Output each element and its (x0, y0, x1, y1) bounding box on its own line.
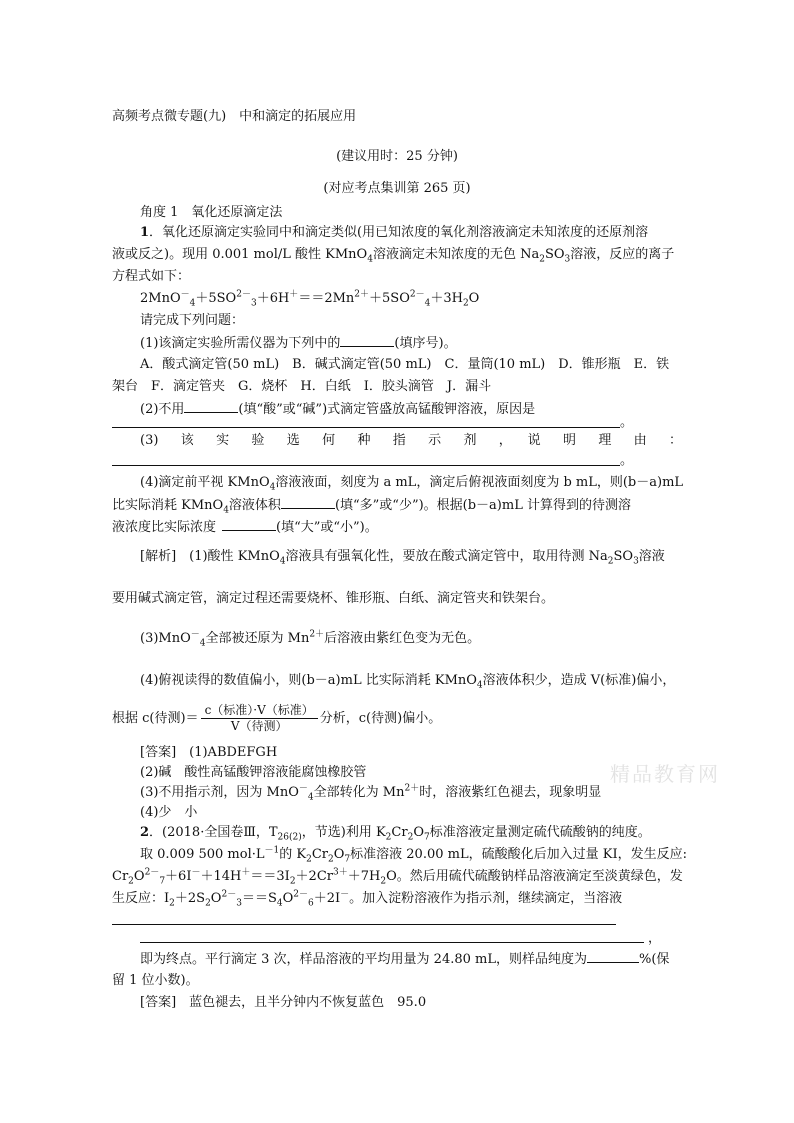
q1-line1: 1．氧化还原滴定实验同中和滴定类似(用已知浓度的氧化剂溶液滴定未知浓度的还原剂溶 (140, 225, 649, 240)
prompt: 请完成下列问题： (140, 313, 245, 328)
formula-line: 根据 c(待测)＝ $\frac{\text{c（标准）·V（标准）}}{\text{V（待测）}}$ 分析，c(待测)偏小。 (112, 703, 442, 733)
answer-blank[interactable] (184, 400, 238, 413)
fraction: $\frac{\text{c（标准）·V（标准）}}{\text{V（待测）}}$ (201, 703, 318, 734)
answer-line[interactable] (112, 427, 620, 428)
q2-line8: 留 1 位小数)。 (112, 973, 199, 988)
q1-line2: 液或反之)。现用 0.001 mol/L 酸性 KMnO$_4$溶液滴定未知浓度的无色 $Na_2SO_3$溶液，反应的离子 (112, 247, 675, 265)
q1-line3: 方程式如下： (112, 269, 191, 284)
answer-line[interactable] (112, 924, 616, 925)
answer-blank[interactable] (281, 496, 335, 509)
period: 。 (620, 415, 634, 430)
q2-line4: 生反应：$I_2+2S_2O^{2-}_3==S_4O^{2-}_6+2I^-$。加入淀粉溶液作为指示剂，继续滴定，当溶液 (112, 889, 623, 909)
analysis-line4: (4)俯视读得的数值偏小，则(b－a)mL 比实际消耗 KMnO$_4$溶液体积少，造成 V(标准)偏小， (140, 673, 676, 691)
answer-q2: [答案] 蓝色褪去，且半分钟内不恢复蓝色 95.0 (140, 995, 427, 1010)
part4-line3: 液浓度比实际浓度 (填“大”或“小”)。 (112, 520, 378, 535)
ionic-equation: $2MnO^-_4+5SO^{2-}_3+6H^+==2Mn^{2+}+5SO^{2-}_4+3H_2O$ (140, 289, 480, 309)
analysis-line2: 要用碱式滴定管，滴定过程还需要烧杯、锥形瓶、白纸、滴定管夹和铁架台。 (112, 591, 555, 606)
answer-line[interactable] (140, 942, 644, 943)
angle-heading: 角度 1 氧化还原滴定法 (140, 205, 283, 220)
q2-line2: 取 0.009 500 $mol\cdot L^{-1}$的 $K_2Cr_2O_7$标准溶液 20.00 mL，硫酸酸化后加入过量 KI，发生反应: (140, 845, 687, 865)
comma: ， (648, 931, 662, 946)
options-line2: 架台 F．滴定管夹 G．烧杯 H．白纸 I．胶头滴管 J．漏斗 (112, 379, 492, 394)
part1: (1)该滴定实验所需仪器为下列中的 (填序号)。 (140, 336, 457, 351)
answer-q1-part4: (4)少 小 (140, 805, 198, 820)
part2: (2)不用 (填“酸”或“碱”)式滴定管盛放高锰酸钾溶液，原因是 (140, 402, 536, 417)
reference-page: (对应考点集训第 265 页) (323, 181, 471, 196)
answer-blank[interactable] (340, 334, 394, 347)
answer-q1-part1: [答案] (1)ABDEFGH (140, 745, 278, 760)
part4-line1: (4)滴定前平视 KMnO$_4$溶液液面，刻度为 a mL，滴定后俯视液面刻度为 b mL，则(b－a)mL (140, 475, 684, 493)
answer-q1-part2: (2)碱 酸性高锰酸钾溶液能腐蚀橡胶管 (140, 765, 367, 780)
answer-q1-part3: (3)不用指示剂，因为 MnO－$_4$全部转化为 $Mn^{2+}$时，溶液紫红色褪去，现象明显 (140, 783, 602, 803)
analysis-line3: (3)MnO－$_4$全部被还原为 $Mn^{2+}$后溶液由紫红色变为无色。 (140, 629, 481, 649)
analysis-line1: [解析] (1)酸性 KMnO$_4$溶液具有强氧化性，要放在酸式滴定管中，取用待测 $Na_2SO_3$溶液 (140, 549, 665, 567)
section-title: 高频考点微专题(九) 中和滴定的拓展应用 (112, 109, 357, 124)
q2-line3: $Cr_2O^{2-}_7+6I^-+14H^+==3I_2+2Cr^{3+}+7H_2O$。然后用硫代硫酸钠样品溶液滴定至淡黄绿色，发 (112, 867, 683, 887)
answer-line[interactable] (112, 465, 620, 466)
q2-line7: 即为终点。平行滴定 3 次，样品溶液的平均用量为 24.80 mL，则样品纯度为 %(保 (140, 952, 670, 967)
options-line1: A．酸式滴定管(50 mL) B．碱式滴定管(50 mL) C．量筒(10 mL) D．锥形瓶 E．铁 (140, 357, 670, 372)
period: 。 (620, 453, 634, 468)
part4-line2: 比实际消耗 KMnO$_4$溶液体积 (填“多”或“少”)。根据(b－a)mL 计算得到的待测溶 (112, 498, 631, 516)
answer-blank[interactable] (222, 518, 276, 531)
part3: (3) 该 实 验 选 何 种 指 示 剂 ， 说 明 理 由 ： (140, 433, 682, 448)
watermark: 精品教育网 (610, 762, 720, 786)
suggested-time: (建议用时：25 分钟) (336, 149, 458, 164)
answer-blank[interactable] (587, 950, 639, 963)
q2-line1: 2．(2018·全国卷Ⅲ，$T_{26(2)}$，节选)利用 $K_2Cr_2O_7$标准溶液定量测定硫代硫酸钠的纯度。 (140, 825, 651, 843)
